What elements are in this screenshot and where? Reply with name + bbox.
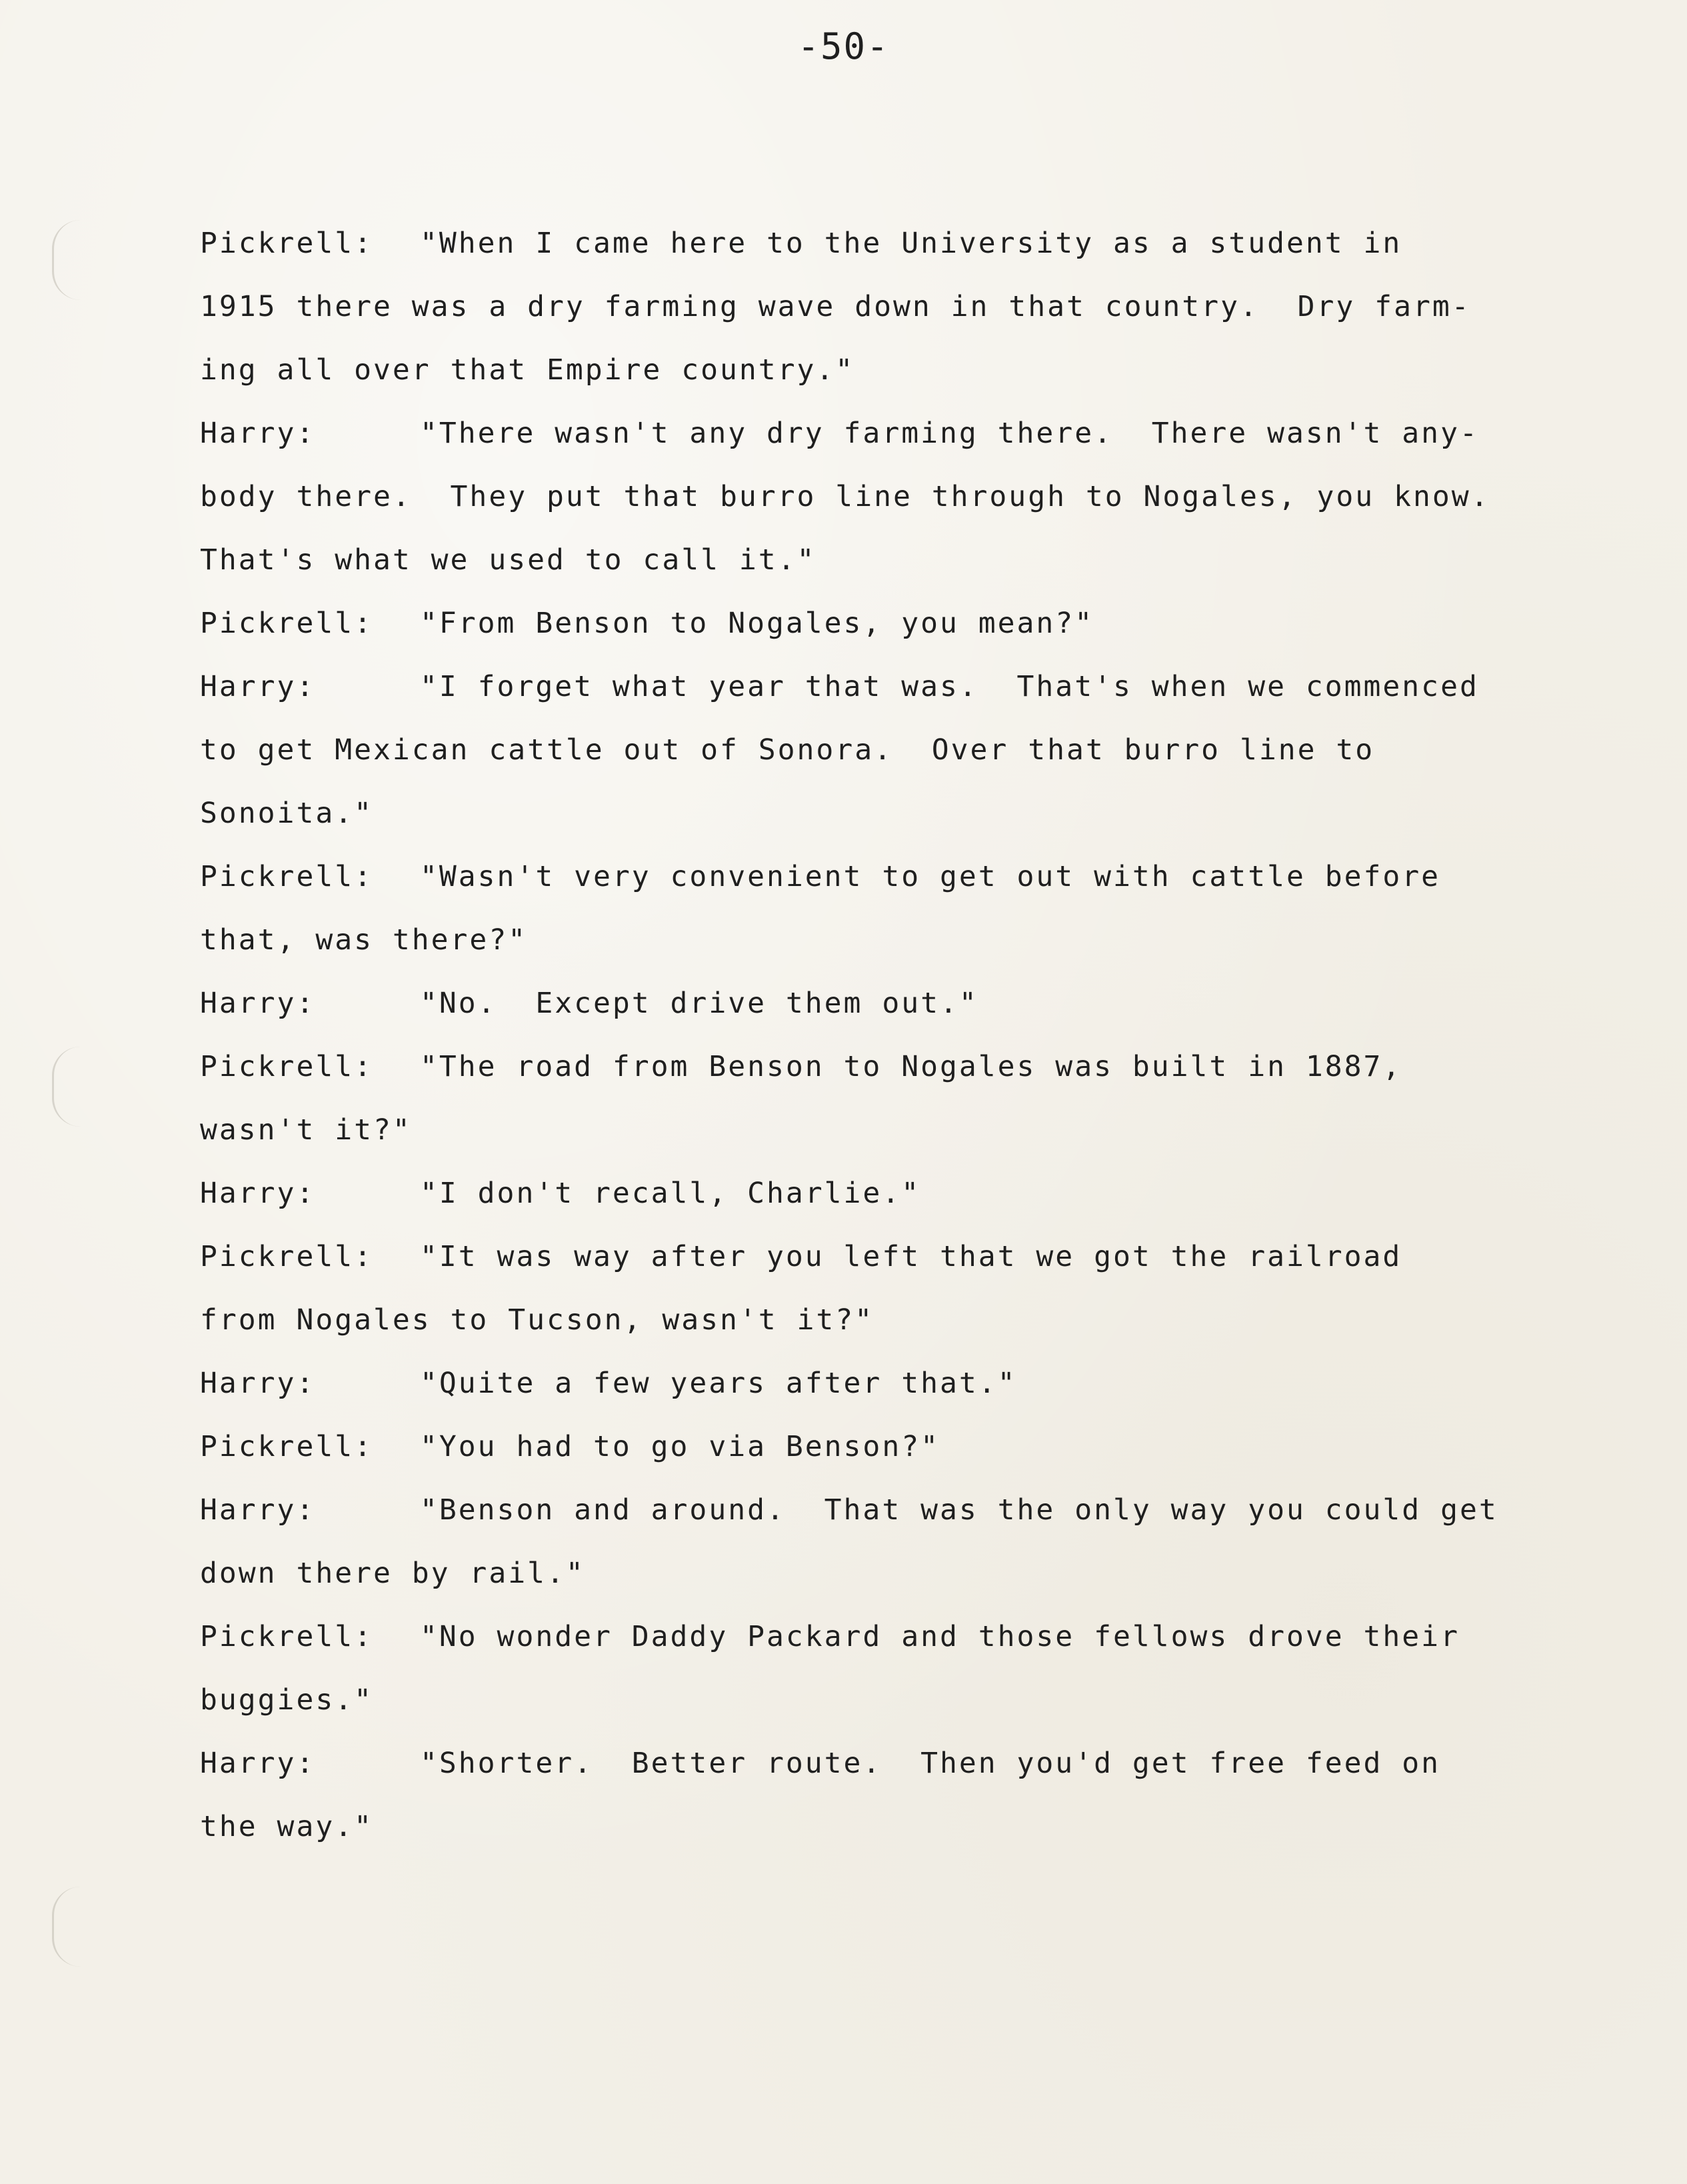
speaker-label: Pickrell: — [200, 1430, 373, 1463]
spoken-text: "Wasn't very convenient to get out with cattle before — [420, 860, 1441, 893]
transcript-line — [200, 465, 1553, 529]
transcript-line — [200, 1795, 1553, 1859]
transcript-line — [200, 1352, 1553, 1415]
speaker-label: Pickrell: — [200, 1620, 373, 1653]
spoken-text: "Shorter. Better route. Then you'd get free feed on — [420, 1747, 1441, 1780]
transcript-line — [200, 275, 1553, 339]
transcript-line — [200, 339, 1553, 402]
transcript-line — [200, 719, 1553, 782]
speaker-label: Pickrell: — [200, 607, 373, 640]
transcript-line — [200, 782, 1553, 845]
spoken-text: the way." — [200, 1810, 373, 1843]
spoken-text: "The road from Benson to Nogales was built in 1887, — [420, 1050, 1402, 1083]
spoken-text: down there by rail." — [200, 1557, 585, 1590]
spoken-text: "Benson and around. That was the only way you could get — [420, 1493, 1498, 1527]
spoken-text: "From Benson to Nogales, you mean?" — [420, 607, 1094, 640]
transcript-line — [200, 529, 1553, 592]
spoken-text: ing all over that Empire country." — [200, 353, 855, 387]
spoken-text: wasn't it?" — [200, 1113, 412, 1147]
punch-hole-mark — [52, 1047, 81, 1127]
speaker-label: Harry: — [200, 987, 316, 1020]
spoken-text: "No wonder Daddy Packard and those fellows drove their — [420, 1620, 1460, 1653]
transcript-line — [200, 592, 1553, 655]
spoken-text: buggies." — [200, 1683, 373, 1717]
transcript-line — [200, 1289, 1553, 1352]
spoken-text: "Quite a few years after that." — [420, 1367, 1017, 1400]
speaker-label: Harry: — [200, 1747, 316, 1780]
spoken-text: to get Mexican cattle out of Sonora. Over that burro line to — [200, 733, 1375, 767]
spoken-text: body there. They put that burro line through to Nogales, you know. — [200, 480, 1490, 513]
spoken-text: 1915 there was a dry farming wave down in that country. Dry farm- — [200, 290, 1471, 323]
spoken-text: "I forget what year that was. That's when we commenced — [420, 670, 1479, 703]
transcript-line — [200, 1162, 1553, 1225]
speaker-label: Harry: — [200, 670, 316, 703]
spoken-text: "You had to go via Benson?" — [420, 1430, 940, 1463]
spoken-text: That's what we used to call it." — [200, 543, 817, 577]
transcript-line — [200, 972, 1553, 1035]
transcript-line — [200, 1479, 1553, 1542]
transcript-line — [200, 1099, 1553, 1162]
transcript-line — [200, 1605, 1553, 1669]
transcript-line — [200, 1542, 1553, 1605]
spoken-text: from Nogales to Tucson, wasn't it?" — [200, 1303, 874, 1337]
speaker-label: Harry: — [200, 417, 316, 450]
speaker-label: Pickrell: — [200, 1050, 373, 1083]
speaker-label: Harry: — [200, 1493, 316, 1527]
transcript-line — [200, 1225, 1553, 1289]
speaker-label: Harry: — [200, 1367, 316, 1400]
transcript-line — [200, 402, 1553, 465]
interview-transcript — [200, 212, 1553, 1859]
transcript-line — [200, 1415, 1553, 1479]
spoken-text: that, was there?" — [200, 923, 528, 957]
transcript-line — [200, 655, 1553, 719]
transcript-line — [200, 1732, 1553, 1795]
speaker-label: Pickrell: — [200, 227, 373, 260]
spoken-text: "No. Except drive them out." — [420, 987, 978, 1020]
punch-hole-mark — [52, 220, 81, 300]
transcript-line — [200, 909, 1553, 972]
punch-hole-mark — [52, 1887, 81, 1967]
page-number: -50- — [797, 25, 890, 67]
transcript-line — [200, 212, 1553, 275]
speaker-label: Pickrell: — [200, 860, 373, 893]
spoken-text: "There wasn't any dry farming there. There wasn't any- — [420, 417, 1479, 450]
spoken-text: "It was way after you left that we got the railroad — [420, 1240, 1402, 1273]
transcript-line — [200, 1035, 1553, 1099]
spoken-text: "When I came here to the University as a student in — [420, 227, 1402, 260]
spoken-text: "I don't recall, Charlie." — [420, 1177, 921, 1210]
speaker-label: Harry: — [200, 1177, 316, 1210]
speaker-label: Pickrell: — [200, 1240, 373, 1273]
transcript-line — [200, 845, 1553, 909]
transcript-line — [200, 1669, 1553, 1732]
spoken-text: Sonoita." — [200, 797, 373, 830]
